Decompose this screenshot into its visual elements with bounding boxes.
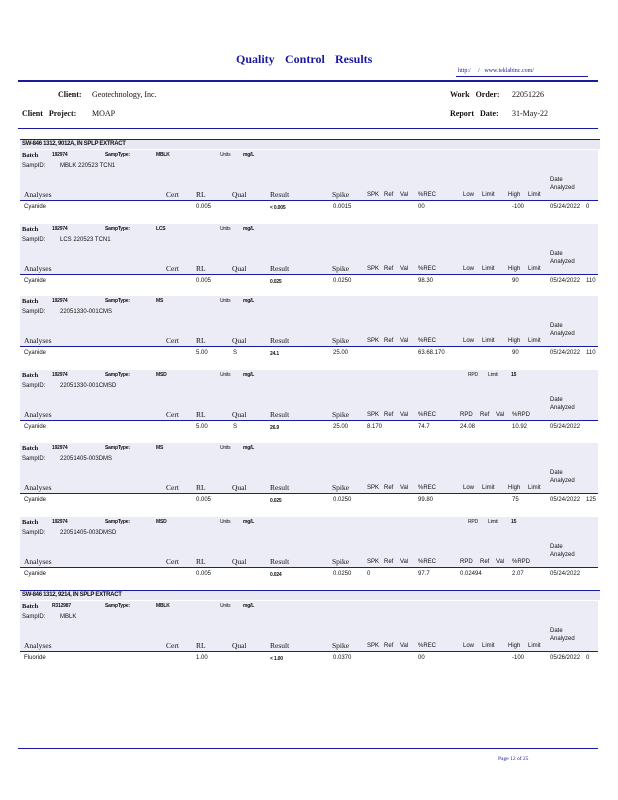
col-cert: Cert — [166, 264, 179, 273]
col-high-limit: Limit — [528, 643, 541, 649]
samptype-value: MSD — [156, 519, 167, 525]
col-spike: Spike — [332, 483, 350, 492]
batch-id: 192974 — [52, 372, 68, 378]
rpd-label: RPD — [468, 519, 478, 525]
rl-value: 1.00 — [196, 655, 208, 661]
col-limit: Limit — [482, 266, 495, 272]
samptype-value: MS — [156, 298, 164, 304]
result-row — [20, 651, 598, 664]
rec-value: 63.68.170 — [418, 350, 445, 356]
units-label: Units — [220, 603, 231, 609]
col-high-limit: Limit — [528, 338, 541, 344]
sampid-label: SampID: — [22, 237, 46, 243]
limit-value: 2.07 — [512, 571, 524, 577]
batch-header — [20, 370, 598, 420]
col-spk: SPK — [367, 192, 380, 198]
spike-value: 25.00 — [333, 350, 349, 356]
rl-value: 0.005 — [196, 571, 212, 577]
col-cert: Cert — [166, 336, 179, 345]
method-header: SW-846 1312, 9214, IN SPLP EXTRACT — [20, 590, 600, 600]
col-val: Val — [400, 559, 409, 565]
rec-value: 99.80 — [418, 497, 434, 503]
col-spk: SPK — [367, 485, 380, 491]
col-qual: Qual — [232, 483, 247, 492]
analyte: Cyanide — [24, 278, 47, 284]
sampid-value: 22051330-001CMSD — [60, 383, 117, 389]
col-date: Date — [550, 323, 563, 329]
result-row — [20, 274, 598, 287]
col-spike: Spike — [332, 336, 350, 345]
sampid-value: MBLK 220523 TCN1 — [60, 163, 116, 169]
col-rpd-val: Val — [496, 412, 505, 418]
units-value: mg/L — [243, 445, 255, 451]
analyte: Fluoride — [24, 655, 46, 661]
col-analyzed: Analyzed — [550, 405, 575, 411]
samptype-label: SampType: — [105, 519, 130, 525]
col-rl: RL — [196, 264, 206, 273]
col-qual: Qual — [232, 641, 247, 650]
col-qual: Qual — [232, 336, 247, 345]
work-order-label: Work Order: — [450, 90, 500, 99]
col-val: Val — [400, 485, 409, 491]
website-link[interactable] — [458, 68, 534, 74]
col-ref: Ref — [384, 338, 394, 344]
units-label: Units — [220, 445, 231, 451]
high-limit-value: 110 — [586, 278, 596, 284]
col-spike: Spike — [332, 264, 350, 273]
qc-batch-block — [20, 296, 598, 359]
col-rl: RL — [196, 190, 206, 199]
batch-header — [20, 150, 598, 200]
col-analyses: Analyses — [24, 190, 52, 199]
batch-label: Batch — [22, 298, 39, 305]
qual-value: S — [233, 350, 238, 356]
result-value: < 0.005 — [270, 205, 286, 211]
client-label: Client: — [58, 90, 82, 99]
limit-value: 75 — [512, 497, 519, 503]
units-label: Units — [220, 226, 231, 232]
sampid-label: SampID: — [22, 530, 46, 536]
col-date: Date — [550, 628, 563, 634]
col-analyses: Analyses — [24, 557, 52, 566]
col-cert: Cert — [166, 557, 179, 566]
units-value: mg/L — [243, 372, 255, 378]
col-rec: %REC — [418, 485, 437, 491]
batch-id: 192974 — [52, 519, 68, 525]
col-ref: Ref — [384, 266, 394, 272]
url-text: www.teklabinc.com/ — [484, 68, 534, 74]
project-label: Client Project: — [22, 109, 77, 118]
col-qual: Qual — [232, 410, 247, 419]
rpd-limit-value: 15 — [511, 372, 517, 378]
qc-batch-block — [20, 443, 598, 506]
samptype-label: SampType: — [105, 372, 130, 378]
result-value: 0.025 — [270, 279, 282, 285]
batch-header — [20, 601, 598, 651]
col-result: Result — [270, 190, 290, 199]
samptype-value: MSD — [156, 372, 167, 378]
analyte: Cyanide — [24, 497, 47, 503]
col-cert: Cert — [166, 483, 179, 492]
rec-value: 97.7 — [418, 571, 430, 577]
sampid-value: LCS 220523 TCN1 — [60, 237, 111, 243]
col-pct-rpd: %RPD — [512, 559, 531, 565]
batch-header — [20, 517, 598, 567]
col-result: Result — [270, 557, 290, 566]
batch-header — [20, 443, 598, 493]
col-low: Low — [463, 192, 475, 198]
spike-value: 0.0250 — [333, 497, 352, 503]
result-row — [20, 493, 598, 506]
rpd-label: RPD — [468, 372, 478, 378]
samptype-value: MS — [156, 445, 164, 451]
col-spike: Spike — [332, 190, 350, 199]
col-analyzed: Analyzed — [550, 636, 575, 642]
analyte: Cyanide — [24, 350, 47, 356]
qc-batch-block — [20, 517, 598, 580]
col-high: High — [508, 643, 521, 649]
units-value: mg/L — [243, 298, 255, 304]
col-rpd-ref: Ref — [480, 559, 490, 565]
col-rpd: RPD — [460, 559, 473, 565]
rec-value: 00 — [418, 655, 425, 661]
high-limit-value: 0 — [586, 204, 590, 210]
sampid-label: SampID: — [22, 456, 46, 462]
col-ref: Ref — [384, 192, 394, 198]
rl-value: 5.00 — [196, 350, 208, 356]
units-value: mg/L — [243, 152, 255, 158]
limit-value: -100 — [512, 204, 525, 210]
limit-value: 90 — [512, 350, 519, 356]
page-number: Page 12 of 25 — [498, 756, 529, 762]
spike-value: 0.0015 — [333, 204, 352, 210]
rl-value: 0.005 — [196, 497, 212, 503]
batch-label: Batch — [22, 445, 39, 452]
col-analyses: Analyses — [24, 410, 52, 419]
col-rl: RL — [196, 557, 206, 566]
result-value: 0.024 — [270, 572, 282, 578]
col-rl: RL — [196, 641, 206, 650]
header-rule — [18, 80, 598, 82]
col-high: High — [508, 266, 521, 272]
col-rpd-ref: Ref — [480, 412, 490, 418]
col-low: Low — [463, 338, 475, 344]
col-analyzed: Analyzed — [550, 259, 575, 265]
col-date: Date — [550, 177, 563, 183]
sampid-value: 22051330-001CMS — [60, 309, 113, 315]
col-ref: Ref — [384, 412, 394, 418]
col-date: Date — [550, 470, 563, 476]
spk-ref-value: 0 — [367, 571, 371, 577]
batch-id: R312987 — [52, 603, 71, 609]
samptype-value: MBLK — [156, 603, 170, 609]
qc-batch-block — [20, 224, 598, 287]
batch-id: 192974 — [52, 298, 68, 304]
qual-value: S — [233, 424, 238, 430]
units-label: Units — [220, 152, 231, 158]
info-rule — [18, 128, 598, 129]
col-rec: %REC — [418, 192, 437, 198]
limit-value: 10.92 — [512, 424, 528, 430]
spike-value: 0.0370 — [333, 655, 352, 661]
result-row — [20, 420, 598, 433]
col-rec: %REC — [418, 412, 437, 418]
result-value: 0.025 — [270, 498, 282, 504]
rpd-limit-label: Limit — [488, 372, 498, 378]
col-low: Low — [463, 485, 475, 491]
qc-batch-block — [20, 370, 598, 433]
samptype-label: SampType: — [105, 226, 130, 232]
col-analyzed: Analyzed — [550, 331, 575, 337]
units-value: mg/L — [243, 603, 255, 609]
spike-value: 0.0250 — [333, 571, 352, 577]
title-word-control: Control — [285, 52, 325, 66]
col-result: Result — [270, 336, 290, 345]
qc-batch-block — [20, 601, 598, 664]
batch-label: Batch — [22, 603, 39, 610]
col-val: Val — [400, 266, 409, 272]
col-result: Result — [270, 483, 290, 492]
spike-value: 25.00 — [333, 424, 349, 430]
batch-id: 192974 — [52, 226, 68, 232]
rpd-ref-value: 0.02494 — [460, 571, 482, 577]
col-spike: Spike — [332, 557, 350, 566]
rpd-limit-value: 15 — [511, 519, 517, 525]
col-high: High — [508, 338, 521, 344]
col-spk: SPK — [367, 338, 380, 344]
rpd-limit-label: Limit — [488, 519, 498, 525]
col-limit: Limit — [482, 192, 495, 198]
date-analyzed-value: 05/24/2022 — [550, 424, 581, 430]
units-label: Units — [220, 519, 231, 525]
col-cert: Cert — [166, 410, 179, 419]
sampid-value: MBLK — [60, 614, 77, 620]
batch-label: Batch — [22, 372, 39, 379]
units-label: Units — [220, 298, 231, 304]
units-value: mg/L — [243, 226, 255, 232]
col-high-limit: Limit — [528, 192, 541, 198]
col-limit: Limit — [482, 643, 495, 649]
limit-value: -100 — [512, 655, 525, 661]
col-pct-rpd: %RPD — [512, 412, 531, 418]
work-order-value: 22051226 — [512, 90, 544, 99]
col-ref: Ref — [384, 559, 394, 565]
col-val: Val — [400, 412, 409, 418]
batch-id: 192974 — [52, 152, 68, 158]
col-rec: %REC — [418, 643, 437, 649]
rl-value: 0.005 — [196, 278, 212, 284]
col-val: Val — [400, 192, 409, 198]
col-ref: Ref — [384, 485, 394, 491]
analyte: Cyanide — [24, 204, 47, 210]
col-rpd: RPD — [460, 412, 473, 418]
batch-label: Batch — [22, 152, 39, 159]
result-row — [20, 200, 598, 213]
col-rl: RL — [196, 336, 206, 345]
col-date: Date — [550, 397, 563, 403]
col-high-limit: Limit — [528, 485, 541, 491]
col-ref: Ref — [384, 643, 394, 649]
units-label: Units — [220, 372, 231, 378]
date-analyzed-value: 05/24/2022 — [550, 204, 581, 210]
date-analyzed-value: 05/26/2022 — [550, 655, 581, 661]
col-result: Result — [270, 264, 290, 273]
col-val: Val — [400, 643, 409, 649]
result-row — [20, 346, 598, 359]
col-analyses: Analyses — [24, 264, 52, 273]
result-value: < 1.00 — [270, 656, 283, 662]
batch-label: Batch — [22, 226, 39, 233]
rec-value: 98.30 — [418, 278, 434, 284]
sampid-value: 22051405-003DMS — [60, 456, 113, 462]
col-cert: Cert — [166, 190, 179, 199]
col-limit: Limit — [482, 338, 495, 344]
analyte: Cyanide — [24, 424, 47, 430]
sampid-label: SampID: — [22, 163, 46, 169]
sampid-label: SampID: — [22, 309, 46, 315]
high-limit-value: 0 — [586, 655, 590, 661]
project-value: MOAP — [92, 109, 116, 118]
qc-batch-block — [20, 150, 598, 213]
report-date-label: Report Date: — [450, 109, 499, 118]
col-spike: Spike — [332, 410, 350, 419]
samptype-label: SampType: — [105, 152, 130, 158]
col-analyses: Analyses — [24, 336, 52, 345]
samptype-label: SampType: — [105, 298, 130, 304]
rpd-ref-value: 24.08 — [460, 424, 476, 430]
col-rpd-val: Val — [496, 559, 505, 565]
high-limit-value: 125 — [586, 497, 597, 503]
result-value: 24.1 — [270, 351, 279, 357]
col-val: Val — [400, 338, 409, 344]
sampid-value: 22051405-003DMSD — [60, 530, 117, 536]
limit-value: 90 — [512, 278, 519, 284]
col-high: High — [508, 485, 521, 491]
samptype-value: LCS — [156, 226, 166, 232]
col-high-limit: Limit — [528, 266, 541, 272]
col-qual: Qual — [232, 264, 247, 273]
col-rec: %REC — [418, 266, 437, 272]
rec-value: 74.7 — [418, 424, 430, 430]
samptype-label: SampType: — [105, 445, 130, 451]
rec-value: 00 — [418, 204, 425, 210]
col-spk: SPK — [367, 559, 380, 565]
units-value: mg/L — [243, 519, 255, 525]
batch-id: 192974 — [52, 445, 68, 451]
col-limit: Limit — [482, 485, 495, 491]
url-sep: / — [478, 68, 480, 74]
col-analyzed: Analyzed — [550, 478, 575, 484]
rl-value: 0.005 — [196, 204, 212, 210]
col-analyzed: Analyzed — [550, 552, 575, 558]
batch-header — [20, 296, 598, 346]
batch-label: Batch — [22, 519, 39, 526]
col-qual: Qual — [232, 190, 247, 199]
date-analyzed-value: 05/24/2022 — [550, 350, 581, 356]
spike-value: 0.0250 — [333, 278, 352, 284]
col-high: High — [508, 192, 521, 198]
sampid-label: SampID: — [22, 614, 46, 620]
result-value: 26.9 — [270, 425, 279, 431]
date-analyzed-value: 05/24/2022 — [550, 571, 581, 577]
samptype-label: SampType: — [105, 603, 130, 609]
url-prefix: http:/ — [458, 68, 471, 74]
col-rl: RL — [196, 410, 206, 419]
footer-rule — [18, 748, 598, 749]
col-analyzed: Analyzed — [550, 185, 575, 191]
title-word-quality: Quality — [236, 52, 275, 66]
samptype-value: MBLK — [156, 152, 170, 158]
col-low: Low — [463, 643, 475, 649]
title-word-results: Results — [335, 52, 373, 66]
analyte: Cyanide — [24, 571, 47, 577]
col-spike: Spike — [332, 641, 350, 650]
col-spk: SPK — [367, 643, 380, 649]
report-date-value: 31-May-22 — [512, 109, 548, 118]
url-underline — [456, 76, 588, 77]
col-qual: Qual — [232, 557, 247, 566]
client-value: Geotechnology, Inc. — [92, 90, 157, 99]
col-low: Low — [463, 266, 475, 272]
high-limit-value: 110 — [586, 350, 596, 356]
spk-ref-value: 8.170 — [367, 424, 383, 430]
col-date: Date — [550, 544, 563, 550]
sampid-label: SampID: — [22, 383, 46, 389]
col-result: Result — [270, 641, 290, 650]
date-analyzed-value: 05/24/2022 — [550, 497, 581, 503]
col-date: Date — [550, 251, 563, 257]
batch-header — [20, 224, 598, 274]
col-cert: Cert — [166, 641, 179, 650]
method-header: SW-846 1312, 9012A, IN SPLP EXTRACT — [20, 139, 600, 149]
col-analyses: Analyses — [24, 641, 52, 650]
rl-value: 5.00 — [196, 424, 208, 430]
col-rec: %REC — [418, 338, 437, 344]
col-result: Result — [270, 410, 290, 419]
col-spk: SPK — [367, 266, 380, 272]
col-spk: SPK — [367, 412, 380, 418]
col-rec: %REC — [418, 559, 437, 565]
date-analyzed-value: 05/24/2022 — [550, 278, 581, 284]
col-rl: RL — [196, 483, 206, 492]
result-row — [20, 567, 598, 580]
col-analyses: Analyses — [24, 483, 52, 492]
